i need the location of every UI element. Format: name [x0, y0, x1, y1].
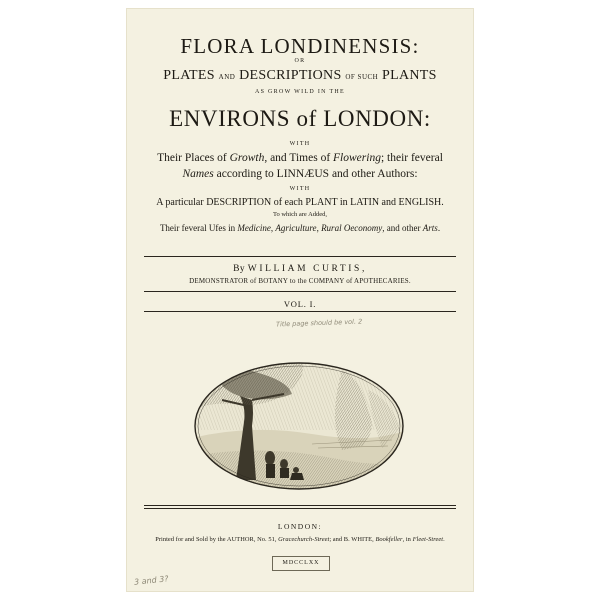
subtitle-and: AND [218, 73, 236, 81]
uses-line [126, 223, 474, 233]
imprint-bookseller: Bookfeller [375, 536, 403, 543]
imprint-text-d: . [443, 536, 445, 543]
subtitle-plates [126, 68, 474, 84]
places-growth: Growth [229, 152, 265, 164]
rule-bottom-2 [144, 508, 456, 509]
rule-bottom-1 [144, 505, 456, 506]
title-page [126, 8, 474, 592]
places-text-b: , and Times of [264, 152, 334, 164]
places-text-a: Their Places of [157, 152, 230, 164]
rule-top [144, 256, 456, 257]
with-connector-2: WITH [289, 186, 311, 192]
as-grow-line: AS GROW WILD IN THE [254, 89, 346, 95]
volume-label: VOL. I. [283, 299, 317, 309]
description-line: A particular DESCRIPTION of each PLANT in LATIN and ENGLISH. [156, 197, 444, 208]
uses-rural: Rural Oeconomy [321, 223, 383, 233]
or-connector: OR [294, 58, 306, 64]
imprint-street-1: Gracechurch-Street [278, 536, 330, 543]
imprint-city: LONDON: [277, 522, 323, 531]
imprint-street-2: Fleet-Street [412, 536, 444, 543]
author-name: WILLIAM CURTIS, [247, 264, 367, 274]
uses-text-a: Their feveral Ufes in [159, 223, 238, 233]
places-line-2 [126, 168, 474, 180]
uses-text-e: . [437, 223, 441, 233]
uses-text-d: , and other [382, 223, 423, 233]
author-by: By [233, 264, 245, 274]
rule-mid-1 [144, 291, 456, 292]
rule-mid-2 [144, 311, 456, 312]
author-line [126, 264, 474, 274]
uses-text-b: , [270, 223, 276, 233]
environs-title: ENVIRONS of LONDON: [169, 106, 431, 131]
handwritten-corner: 3 and 3? [133, 574, 169, 587]
subtitle-plates-word: PLATES [163, 68, 215, 83]
places-linnaeus: LINNÆUS [276, 168, 330, 180]
handwritten-note: Title page should be vol. 2 [275, 317, 363, 329]
engraved-vignette [192, 360, 406, 492]
uses-arts: Arts [422, 223, 438, 233]
imprint-text-c: , in [402, 536, 413, 543]
with-connector-1: WITH [289, 141, 311, 147]
subtitle-descriptions: DESCRIPTIONS [239, 68, 342, 83]
imprint-line [126, 536, 474, 543]
added-line: To which are Added, [272, 211, 328, 218]
subtitle-of-such: OF SUCH [345, 73, 379, 81]
uses-medicine: Medicine [237, 223, 271, 233]
places-line-1 [126, 152, 474, 164]
places-flowering: Flowering [333, 152, 381, 164]
imprint-text-b: ; and B. WHITE, [329, 536, 376, 543]
uses-agriculture: Agriculture [275, 223, 317, 233]
uses-text-c: , [316, 223, 322, 233]
places-text-d: according to [213, 168, 277, 180]
subtitle-plants: PLANTS [382, 68, 437, 83]
imprint-text-a: Printed for and Sold by the AUTHOR, No. 51, [155, 536, 279, 543]
places-names: Names [182, 168, 214, 180]
imprint-date: MDCCLXX [272, 556, 330, 571]
main-title: FLORA LONDINENSIS: [180, 34, 420, 58]
places-text-c: ; their feveral [380, 152, 443, 164]
author-role: DEMONSTRATOR of BOTANY to the COMPANY of APOTHECARIES. [189, 277, 411, 285]
places-text-e: and other Authors: [329, 168, 418, 180]
